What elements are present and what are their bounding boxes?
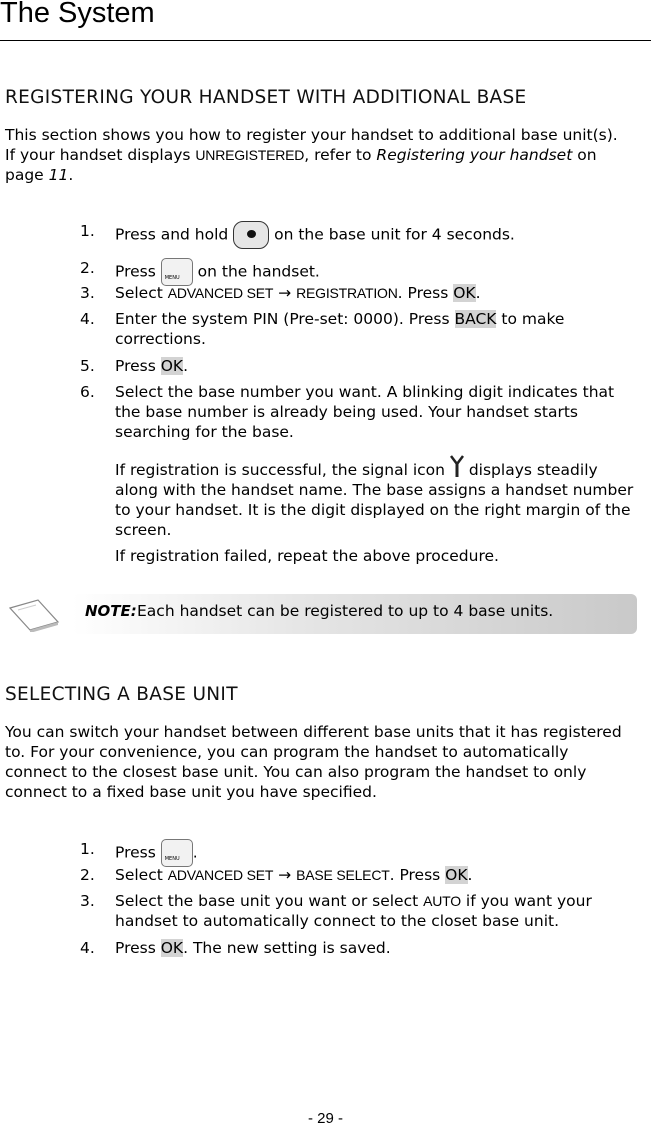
intro-unregistered: UNREGISTERED xyxy=(195,147,305,163)
menu-key-icon xyxy=(161,258,193,286)
intro-text: on page xyxy=(5,146,597,184)
step-text: on the handset. xyxy=(192,262,320,281)
success-note xyxy=(115,455,640,540)
menu-advanced-set: ADVANCED SET xyxy=(167,285,274,301)
step-text: on the base unit for 4 seconds. xyxy=(269,225,515,244)
signal-antenna-icon xyxy=(450,455,464,477)
failed-note: If registration failed, repeat the above procedure. xyxy=(115,547,499,565)
intro-page-number: 11 xyxy=(48,166,69,184)
menu-advanced-set: ADVANCED SET xyxy=(167,867,274,883)
step-number: 5. xyxy=(80,357,95,375)
step-number: 4. xyxy=(80,939,95,957)
step-text: Select the base unit you want or select xyxy=(115,892,424,910)
key-ok: OK xyxy=(453,284,476,302)
step-text: Press xyxy=(115,843,161,862)
menu-icon-label: MENU xyxy=(164,856,180,862)
step-text: if you want your handset to automatically connect to the closet base unit. xyxy=(115,892,592,930)
intro-text: . xyxy=(68,166,74,184)
key-ok: OK xyxy=(445,866,468,884)
key-back: BACK xyxy=(454,310,497,328)
talk-key-icon xyxy=(233,221,269,249)
step-number: 3. xyxy=(80,892,95,910)
step-number: 2. xyxy=(80,866,95,884)
key-ok: OK xyxy=(160,357,184,375)
page-header xyxy=(0,0,651,41)
success-text: If registration is successful, the signal icon xyxy=(115,461,450,479)
step-text: . xyxy=(183,357,189,375)
note-text: Each handset can be registered to up to 4 base units. xyxy=(137,602,554,620)
step-number: 6. xyxy=(80,383,95,401)
step-text: . xyxy=(192,843,198,862)
note-label: NOTE: xyxy=(85,602,137,620)
note-paper-icon xyxy=(8,598,60,632)
key-ok: OK xyxy=(160,939,184,957)
arrow-icon: → xyxy=(273,866,297,884)
note-box xyxy=(0,590,651,640)
section-title-selecting: SELECTING A BASE UNIT xyxy=(5,684,238,705)
step-text: to make corrections. xyxy=(115,310,565,348)
step-text: Select xyxy=(115,866,168,884)
step-text: Press xyxy=(115,262,161,281)
section2-intro: You can switch your handset between different base units that it has registered to. For your convenience, you can program the handset to automatically connect to the closest base unit. You can also program the handset to only connect to a fixed base unit you have specified. xyxy=(5,723,622,801)
step-text: Press xyxy=(115,357,161,375)
step-text: Select xyxy=(115,284,168,302)
step-text: . Press xyxy=(397,284,454,302)
step-text: Enter the system PIN (Pre-set: 0000). Press xyxy=(115,310,455,328)
section-title-registering: REGISTERING YOUR HANDSET WITH ADDITIONAL BASE xyxy=(5,87,527,108)
step-number: 3. xyxy=(80,284,95,302)
option-auto: AUTO xyxy=(423,893,461,909)
step-text: Press xyxy=(115,939,161,957)
step-number: 1. xyxy=(80,222,95,240)
menu-icon-label: MENU xyxy=(164,275,180,281)
page-header-title: The System xyxy=(0,0,155,29)
menu-base-select: BASE SELECT xyxy=(296,867,390,883)
step-text: . The new setting is saved. xyxy=(183,939,391,957)
step-number: 4. xyxy=(80,310,95,328)
intro-text: This section shows you how to register your handset to additional base unit(s). If your handset displays xyxy=(5,126,618,164)
arrow-icon: → xyxy=(273,284,297,302)
success-text: displays steadily along with the handset name. The base assigns a handset number to your handset. It is the digit displayed on the right margin of the screen. xyxy=(115,461,634,539)
menu-key-icon xyxy=(161,839,193,867)
menu-registration: REGISTRATION xyxy=(296,285,398,301)
step-text: . Press xyxy=(389,866,446,884)
section1-intro xyxy=(5,125,630,185)
intro-reference-link: Registering your handset xyxy=(376,146,573,164)
step-text: Press and hold xyxy=(115,225,234,244)
step-number: 1. xyxy=(80,840,95,858)
step-text: Select the base number you want. A blinking digit indicates that the base number is already being used. Your handset starts searching for the base. xyxy=(115,383,615,441)
step-number: 2. xyxy=(80,259,95,277)
page-number: - 29 - xyxy=(307,1110,343,1127)
intro-text: , refer to xyxy=(304,146,377,164)
step-text: . xyxy=(475,284,481,302)
step-text: . xyxy=(467,866,473,884)
